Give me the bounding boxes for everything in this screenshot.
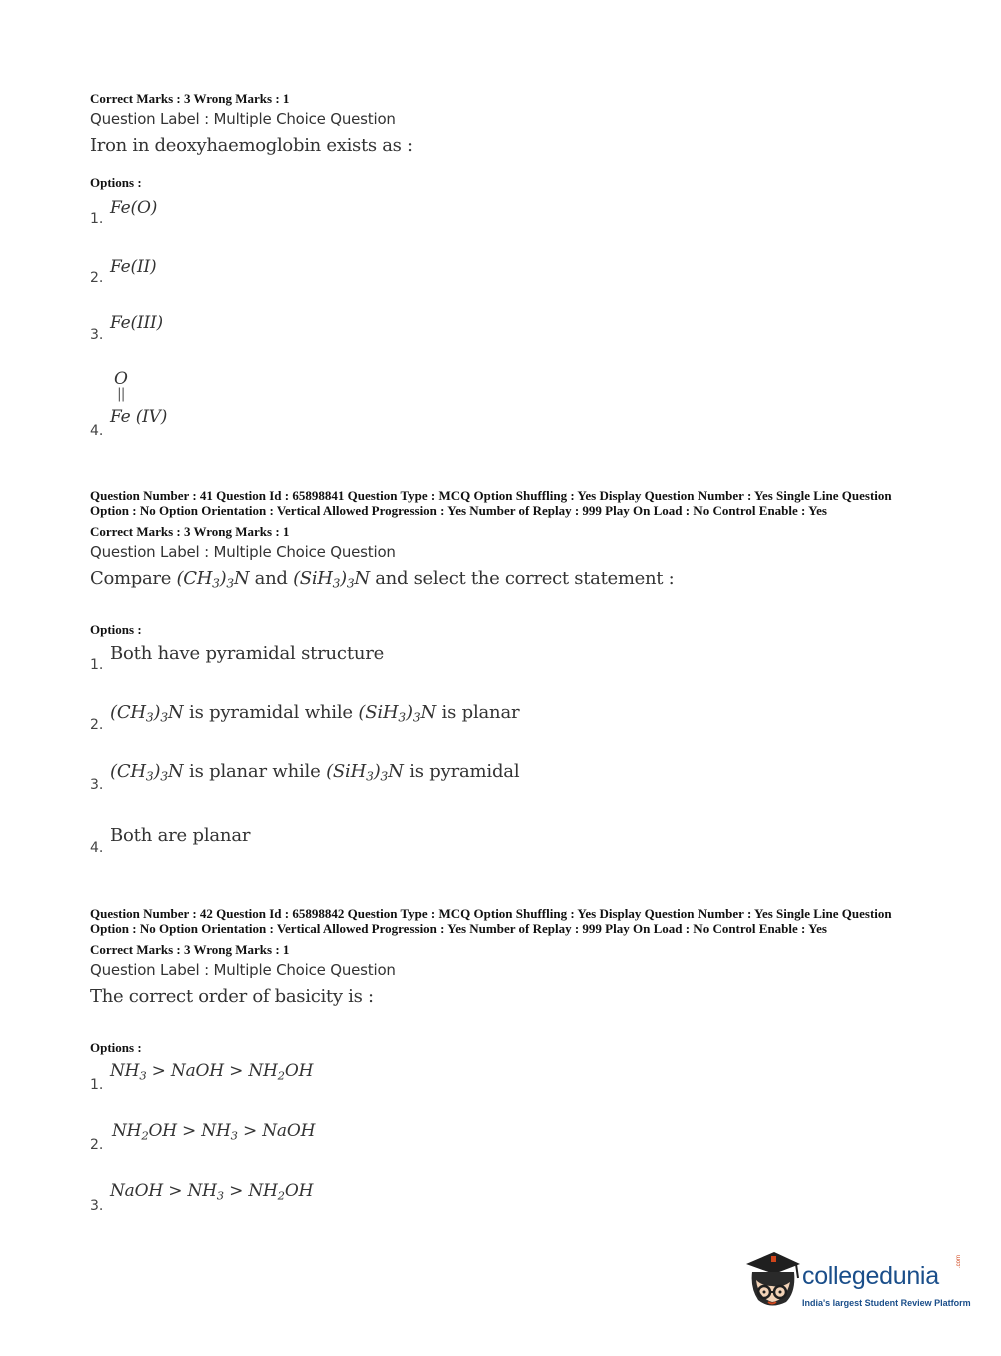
options-heading: Options : — [90, 1040, 142, 1055]
student-mascot-icon — [742, 1250, 804, 1314]
text-run: NaOH — [170, 1061, 224, 1081]
text-run: is pyramidal while — [183, 702, 359, 723]
option-text: Fe(III) — [110, 313, 163, 333]
subscript: 3 — [139, 1068, 147, 1083]
marks-line: Correct Marks : 3 Wrong Marks : 1 — [90, 942, 290, 957]
logo-com: .com — [956, 1254, 962, 1268]
text-run: NH — [201, 1121, 231, 1141]
text-run: N — [233, 568, 250, 589]
text-run: OH — [284, 1061, 314, 1081]
option-number: 2. — [90, 1137, 104, 1153]
option-text — [110, 702, 519, 723]
text-run: NaOH — [110, 1181, 163, 1201]
question-label: Question Label : Multiple Choice Question — [90, 110, 396, 128]
question-text — [90, 565, 920, 593]
option-text — [112, 1121, 315, 1141]
subscript: 2 — [277, 1188, 285, 1203]
text-run: is pyramidal — [403, 761, 520, 782]
option-1[interactable] — [90, 1061, 790, 1091]
option-4[interactable] — [90, 825, 790, 855]
oxo-oxygen: O — [114, 369, 128, 389]
option-text: Both have pyramidal structure — [110, 643, 385, 664]
subscript: 3 — [230, 1128, 238, 1143]
text-run: OH — [148, 1121, 177, 1141]
subscript: 3 — [332, 576, 341, 591]
question-text: Iron in deoxyhaemoglobin exists as : — [90, 135, 413, 156]
text-run: NH — [110, 1061, 140, 1081]
question-text: The correct order of basicity is : — [90, 986, 374, 1007]
logo-tagline: India's largest Student Review Platform — [802, 1298, 971, 1308]
text-run: > — [237, 1121, 263, 1141]
option-text — [110, 1061, 313, 1081]
text-run: ) — [153, 702, 161, 723]
text-run: (SiH — [293, 568, 333, 589]
option-3[interactable] — [90, 1181, 790, 1214]
text-run: ) — [406, 702, 413, 723]
question-meta: Question Number : 41 Question Id : 65898841 Question Type : MCQ Option Shuffling : Yes Display Question Number : Yes Single Line Question Option : No Option Orientation : Vertical Allowed Progression : Yes Number of Replay : 999 Play On Load : No Control Enable : Yes — [90, 488, 892, 518]
question-block-41 — [90, 488, 920, 856]
options-heading: Options : — [90, 175, 142, 190]
text-run: N — [388, 761, 404, 782]
text-run: NaOH — [262, 1121, 316, 1141]
option-text: Fe(O) — [110, 198, 158, 218]
option-text: Fe (IV) — [110, 407, 168, 427]
formula-sih3-3-n — [358, 702, 436, 723]
question-meta: Question Number : 42 Question Id : 65898842 Question Type : MCQ Option Shuffling : Yes Display Question Number : Yes Single Line Question Option : No Option Orientation : Vertical Allowed Progression : Yes Number of Replay : 999 Play On Load : No Control Enable : Yes — [90, 906, 892, 936]
text-run: ) — [373, 761, 381, 782]
subscript: 3 — [145, 769, 154, 784]
formula-sih3-3-n — [293, 568, 370, 589]
option-number: 1. — [90, 1077, 104, 1093]
subscript: 3 — [366, 769, 374, 784]
subscript: 3 — [160, 710, 168, 725]
text-run: NH — [248, 1061, 278, 1081]
logo-wordmark: collegedunia — [802, 1262, 939, 1290]
text-run: > — [162, 1181, 188, 1201]
subscript: 3 — [412, 710, 421, 725]
double-bond: || — [117, 386, 125, 402]
text-run: ) — [153, 761, 161, 782]
option-1[interactable] — [90, 198, 790, 228]
marks-line: Correct Marks : 3 Wrong Marks : 1 — [90, 524, 290, 539]
subscript: 3 — [160, 769, 168, 784]
option-text: Fe(II) — [110, 257, 157, 277]
subscript: 3 — [145, 710, 154, 725]
option-text: Both are planar — [110, 825, 251, 846]
marks-line: Correct Marks : 3 Wrong Marks : 1 — [90, 91, 290, 106]
subscript: 3 — [398, 710, 407, 725]
option-text — [110, 761, 519, 782]
text-run: > — [223, 1181, 249, 1201]
subscript: 3 — [212, 576, 220, 591]
formula-ch3-3-n — [110, 761, 183, 782]
question-block-40 — [90, 91, 920, 439]
text-run: NH — [248, 1181, 278, 1201]
text-run: > — [176, 1121, 202, 1141]
question-label: Question Label : Multiple Choice Question — [90, 543, 396, 561]
text-run: and — [249, 568, 294, 589]
option-text — [110, 1181, 313, 1201]
subscript: 3 — [226, 576, 234, 591]
option-number: 3. — [90, 777, 104, 793]
text-run: N — [167, 761, 184, 782]
text-run: > — [223, 1061, 249, 1081]
text-run: NH — [112, 1121, 142, 1141]
text-run: N — [420, 702, 436, 723]
option-4[interactable] — [90, 369, 790, 439]
collegedunia-logo[interactable] — [742, 1250, 972, 1320]
option-2[interactable] — [90, 257, 790, 287]
text-run: is planar — [436, 702, 520, 723]
question-block-42 — [90, 906, 920, 1214]
option-3[interactable] — [90, 313, 790, 343]
subscript: 2 — [141, 1128, 149, 1143]
option-2[interactable] — [90, 1121, 790, 1151]
text-run: Compare — [90, 568, 177, 589]
option-number: 1. — [90, 211, 104, 227]
text-run: N — [354, 568, 370, 589]
text-run: (CH — [110, 702, 146, 723]
text-run: NH — [187, 1181, 217, 1201]
subscript: 3 — [346, 576, 355, 591]
option-number: 4. — [90, 840, 104, 856]
option-number: 3. — [90, 1198, 104, 1214]
text-run: and select the correct statement : — [369, 568, 675, 589]
option-number: 4. — [90, 423, 104, 439]
question-label: Question Label : Multiple Choice Question — [90, 961, 396, 979]
formula-ch3-3-n — [110, 702, 183, 723]
formula-sih3-3-n — [326, 761, 404, 782]
option-number: 2. — [90, 270, 104, 286]
text-run: (SiH — [358, 702, 399, 723]
formula-ch3-3-n — [177, 568, 250, 589]
subscript: 2 — [277, 1068, 285, 1083]
text-run: (CH — [176, 568, 213, 589]
option-3[interactable] — [90, 761, 790, 791]
option-number: 2. — [90, 717, 104, 733]
option-2[interactable] — [90, 702, 790, 732]
option-number: 1. — [90, 657, 104, 673]
text-run: is planar while — [183, 761, 327, 782]
text-run: (SiH — [326, 761, 367, 782]
subscript: 3 — [380, 769, 389, 784]
option-number: 3. — [90, 327, 104, 343]
option-1[interactable] — [90, 643, 790, 673]
text-run: ) — [219, 568, 227, 589]
text-run: > — [146, 1061, 171, 1081]
options-heading: Options : — [90, 622, 142, 637]
text-run: N — [167, 702, 184, 723]
text-run: (CH — [110, 761, 146, 782]
subscript: 3 — [216, 1188, 224, 1203]
text-run: OH — [284, 1181, 314, 1201]
text-run: ) — [340, 568, 347, 589]
